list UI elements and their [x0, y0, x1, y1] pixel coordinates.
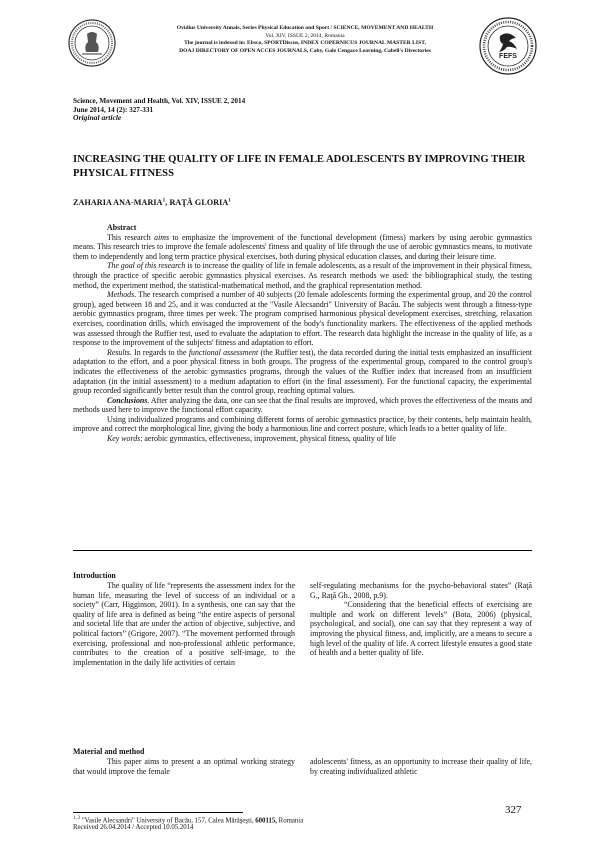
introduction-heading: Introduction: [73, 571, 116, 580]
meta-date: June 2014, 14 (2): 327-331: [73, 105, 154, 114]
introduction-right-column: [310, 581, 532, 658]
introduction-paragraph-2: “Considering that the beneficial effects of exercising are multiple and work on different levels” (Bota, 2006) (physical, psychological, and social), one can say that they represent a way of improving the physical fitness, and, implicitly, are a means to secure a high level of the quality of life. A correct lifestyle ensures a good state of health and a better quality of life.: [310, 600, 532, 658]
introduction-left-column: [73, 581, 295, 667]
article-title: INCREASING THE QUALITY OF LIFE IN FEMALE ADOLESCENTS BY IMPROVING THEIR PHYSICAL FITNESS: [73, 154, 526, 179]
footnote-affiliation: $^{1, 2}$ "Vasile Alecsandri" University of Bacău, 157, Calea Mărăşeşti, 600115, Romania: [73, 816, 304, 825]
header-line-2: Vol. XIV, ISSUE 2, 2014, Romania: [265, 32, 345, 39]
author-2: RAŢĂ GLORIA: [169, 198, 229, 207]
method-right-column: [310, 757, 532, 776]
material-method-heading: Material and method: [73, 747, 145, 756]
abstract-paragraph-aims: This research aims to emphasize the improvement of the functional development (fitness) markers by using aerobic gymnastics means. This research tries to improve the female adolescents' fitness and quality of life through the use of aerobic gymnastics means, to motivate them to independently and long term practice physical exercises, both during physical education classes, and during their leisure time.: [73, 232, 532, 261]
abstract-keywords: Key words: aerobic gymnastics, effectiveness, improvement, physical fitness, quality of life: [107, 434, 396, 444]
abstract-paragraph-goal: The goal of this research is to increase the quality of life in female adolescents, as a result of the improvement in their physical fitness, through the practice of specific aerobic gymnastics physical exercises. As research methods we used: the bibliographical study, the testing method, the experiment method, the statistical-mathematical method, and the graphical representation method.: [73, 261, 532, 290]
fefs-logo: [478, 14, 538, 78]
author-2-affiliation: 1: [228, 198, 231, 204]
abstract-heading: Abstract: [107, 223, 137, 232]
abstract-section: [73, 223, 532, 444]
author-list: [73, 198, 231, 207]
method-paragraph-continued: adolescents' fitness, as an opportunity to increase their quality of life, by creating individualized athletic: [310, 757, 532, 776]
abstract-paragraph-programs: Using individualized programs and combining different forms of aerobic gymnastics practice, by their contents, help maintain health, improve and correct the morphological line, giving the body a harmonious line and correct posture, which leads to a better quality of life.: [73, 414, 532, 434]
abstract-paragraph-methods: Methods. The research comprised a number of 40 subjects (20 female adolescents forming the experimental group, and 20 the control group), aged between 18 and 25, and it was conducted at the "Vasile Alecsandri" University of Bacău. The subjects went through a fitness-type aerobic gymnastics program, three times per week. The program comprised harmonious physical development exercises, stretching, relaxation exercises, coordination drills, which envisaged the improvement of the body's functionality markers. The effectiveness of the applied methods was assessed through the Ruffier test, used to evaluate the adaptation to effort. The research data highlight the increase in the quality of life, as a response to the improvement of the subjects' fitness and adaptation to effort.: [73, 290, 532, 348]
meta-article-type: Original article: [73, 113, 122, 123]
method-left-column: [73, 757, 295, 776]
method-paragraph: This paper aims to present a an optimal working strategy that would improve the female: [73, 757, 295, 776]
footnote-rule: [73, 812, 243, 813]
header-line-3: The journal is indexed in: Ebsco, SPORTDiscus, INDEX COPERNICUS JOURNAL MASTER LIST,: [184, 40, 426, 47]
footnote-received: Received 26.04.2014 / Accepted 10.05.2014: [73, 824, 194, 831]
introduction-paragraph-continued: self-regulating mechanisms for the psycho-behavioral states” (Raţă G., Raţă Gh., 2008, p.9).: [310, 581, 532, 600]
header-line-4: DOAJ DIRECTORY OF OPEN ACCES JOURNALS, Caby, Gale Cengace Learning, Cabell's Directories: [179, 47, 431, 54]
author-1-affiliation: 1: [162, 198, 166, 204]
page-number: 327: [505, 804, 522, 816]
fefs-logo-text: FEFS: [499, 53, 517, 60]
abstract-paragraph-results: Results. In regards to the functional assessment (the Ruffier test), the data recorded during the initial tests emphasized an insufficient adaptation to the effort, and a poor physical fitness in both groups. The progress of the experimental group, compared to the control group's indicates the effectiveness of the aerobic gymnastics programs, through the values of the Ruffier index that increased from an insufficient adaptation (in the initial assessment) to a medium adaptation to effort (in the final assessment). For the functional capacity, the experimental group recorded significantly better result than the control group, reaching optimal values.: [73, 347, 532, 396]
article-meta: [73, 97, 245, 123]
meta-volume: Science, Movement and Health, Vol. XIV, ISSUE 2, 2014: [73, 97, 246, 105]
introduction-paragraph: The quality of life “represents the assessment index for the human life, measuring the level of success of an individual or a society” (Carr, Higginson, 2001). In a synthesis, one can say that the quality of life area is defined as being “the entire aspects of personal and societal life that are under the action of objective, subjective, and political factors” (Grigore, 2007). “The movement performed through exercising, professional and non-professional athletic performance, contributes to the creation of a positive self-image, to the implementation in the daily life activities of certain: [73, 581, 295, 667]
author-separator: ,: [165, 198, 170, 207]
journal-header: [135, 25, 475, 55]
abstract-paragraph-conclusions: Conclusions. After analyzing the data, one can see that the final results are improved, which proves the effectiveness of the means and methods used here to improve the functional effort capacity.: [73, 395, 532, 415]
header-line-1: Ovidius University Annals, Series Physical Education and Sport / SCIENCE, MOVEMENT AND HEALTH: [176, 25, 434, 31]
university-seal-logo: [67, 18, 117, 68]
author-1: ZAHARIA ANA-MARIA: [73, 198, 163, 207]
section-divider: [73, 550, 532, 551]
